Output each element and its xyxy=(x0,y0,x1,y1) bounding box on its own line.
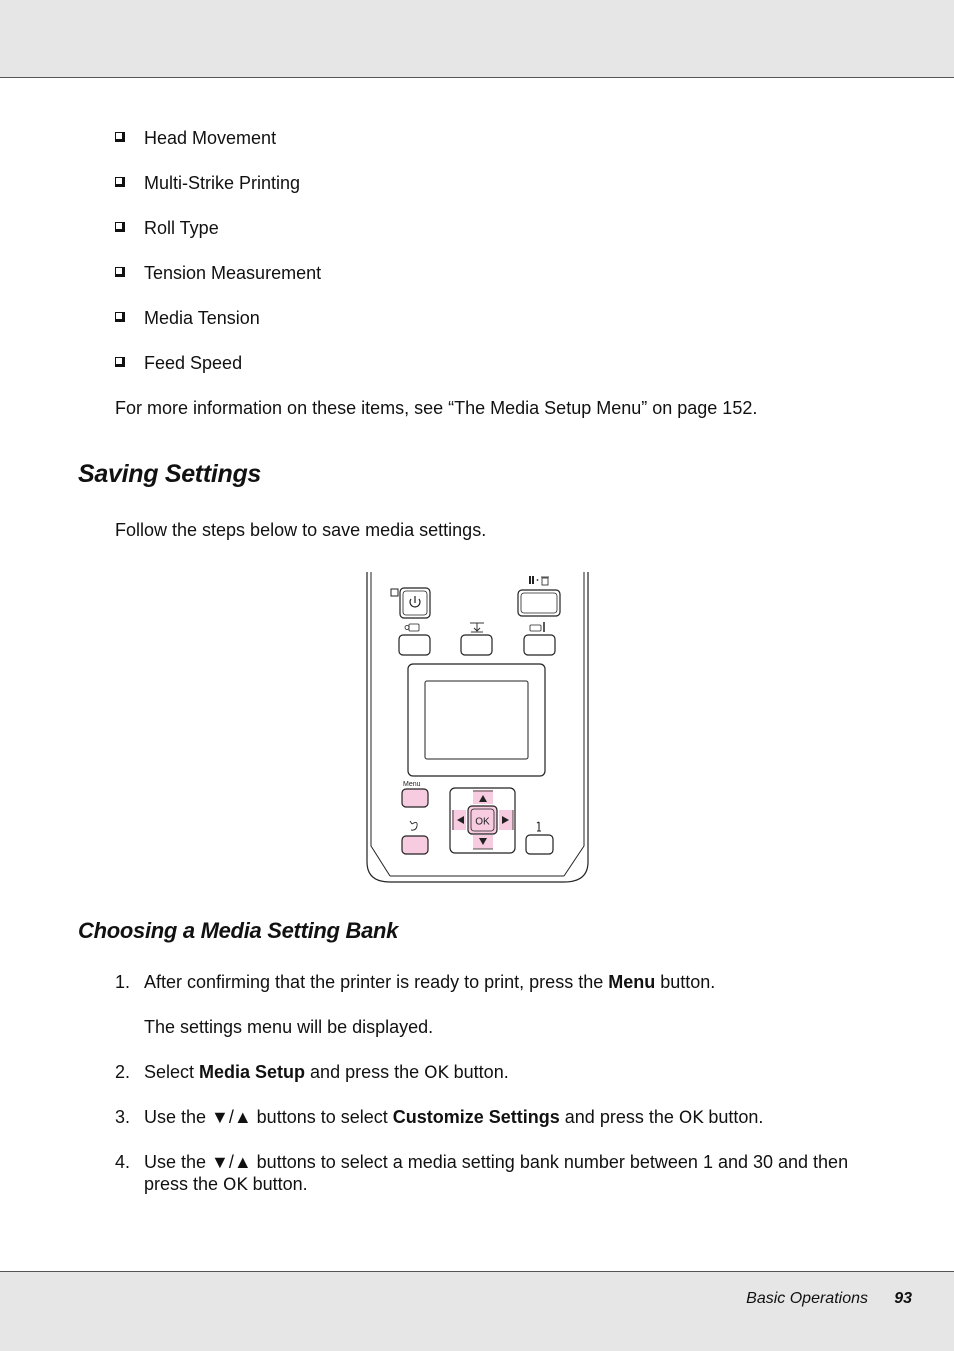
paper-feed-button xyxy=(461,623,492,655)
footer-page-number: 93 xyxy=(894,1290,912,1307)
more-info-paragraph: For more information on these items, see “The Media Setup Menu” on page 152. xyxy=(115,398,758,418)
checkbox-bullet-icon xyxy=(115,267,125,277)
checkbox-bullet-icon xyxy=(115,177,125,187)
list-item-text: Multi-Strike Printing xyxy=(144,173,301,193)
list-item-text: Roll Type xyxy=(144,218,219,238)
step-text: Select Media Setup and press the OK button. xyxy=(144,1062,509,1083)
paper-source-button xyxy=(399,624,430,655)
step-number: 1. xyxy=(115,972,131,992)
list-item-text: Feed Speed xyxy=(144,353,243,373)
ok-label: OK xyxy=(475,816,490,828)
checkbox-bullet-icon xyxy=(115,222,125,232)
checkbox-bullet-icon xyxy=(115,312,125,322)
list-item-text: Head Movement xyxy=(144,128,277,148)
maintenance-button xyxy=(524,622,555,655)
pause-cancel-button xyxy=(518,576,560,616)
control-panel-illustration xyxy=(362,570,592,885)
step-note: The settings menu will be displayed. xyxy=(144,1017,434,1037)
step-number: 3. xyxy=(115,1107,131,1127)
checkbox-bullet-icon xyxy=(115,132,125,142)
section-intro: Follow the steps below to save media settings. xyxy=(115,520,487,540)
menu-label: Menu xyxy=(403,781,421,788)
page-footer-band xyxy=(0,1271,954,1351)
footer-section-name: Basic Operations xyxy=(746,1290,868,1307)
back-button xyxy=(402,821,428,854)
power-button xyxy=(391,588,430,618)
section-title: Saving Settings xyxy=(78,460,262,488)
info-button xyxy=(526,822,553,854)
page-header-band xyxy=(0,0,954,78)
step-text: Use the ▼/▲ buttons to select a media setting bank number between 1 and 30 and then press the OK button. xyxy=(144,1152,849,1195)
menu-button xyxy=(402,781,428,807)
lcd-screen xyxy=(408,664,545,776)
step-number: 2. xyxy=(115,1062,131,1082)
list-item-text: Tension Measurement xyxy=(144,263,322,283)
subsection-title: Choosing a Media Setting Bank xyxy=(78,918,399,943)
navigation-pad xyxy=(450,788,515,853)
step-text: Use the ▼/▲ buttons to select Customize Settings and press the OK button. xyxy=(144,1107,764,1128)
step-number: 4. xyxy=(115,1152,131,1172)
step-text: After confirming that the printer is ready to print, press the Menu button. The settings menu will be displayed. xyxy=(144,971,889,1038)
checkbox-bullet-icon xyxy=(115,357,125,367)
list-item-text: Media Tension xyxy=(144,308,260,328)
